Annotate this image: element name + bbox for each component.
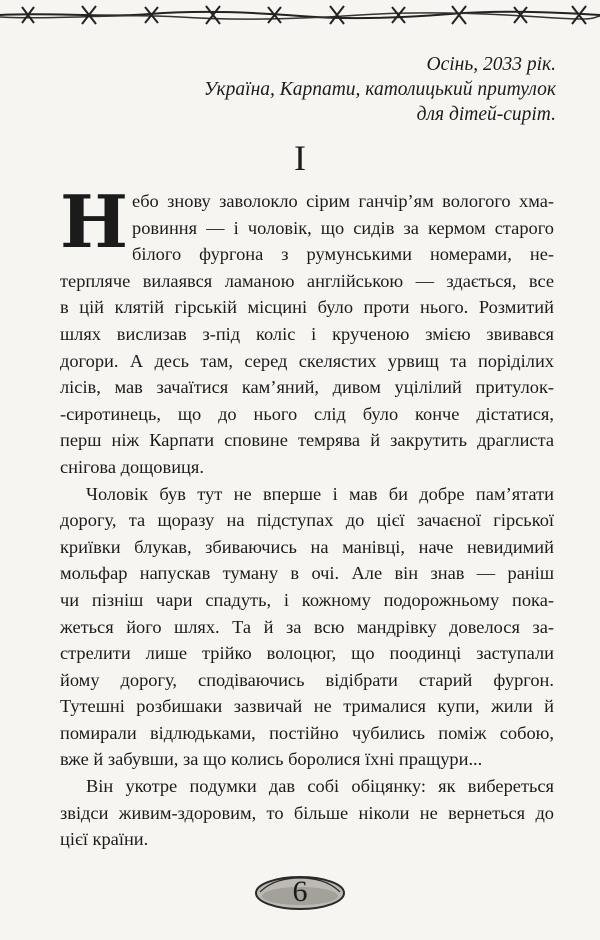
text-line: перш ніж Карпати сповине темрява й закрутить драглиста (60, 430, 554, 451)
text-line: жеться його шлях. Та й за всю мандрівку довелося за- (60, 616, 554, 637)
text-line: мольфар напускав туману в очі. Але він знав — раніш (60, 563, 554, 584)
text-line: -сиротинець, що до нього слід було конче дістатися, (60, 403, 554, 424)
text-line: Тутешні розбишаки зазвичай не трималися купи, жили й (60, 696, 554, 717)
epigraph-line: Україна, Карпати, католицький притулок (203, 79, 556, 100)
text-line: Він укотре подумки дав собі обіцянку: як вибереться (86, 776, 554, 797)
text-line: вже й забувши, за що колись боролися їхні пращури... (60, 749, 483, 770)
text-line: цієї країни. (60, 829, 149, 850)
text-line: ровиння — і чоловік, що сидів за кермом старого (132, 217, 554, 238)
text-line: в цій клятій гірській місцині було проти нього. Розмитий (60, 297, 554, 318)
paragraph-3 (60, 773, 554, 853)
text-line: стрелити лише трійко волоцюг, що поодинці заступали (60, 643, 554, 664)
chapter-number: I (294, 138, 306, 178)
text-line: дорогу, та щоразу на підступах до цієї зачаєної гірської (60, 510, 554, 531)
epigraph-line: Осінь, 2033 рік. (426, 54, 556, 75)
chapter-body (60, 179, 554, 853)
text-line: лісів, мав зачаїтися кам’яний, дивом уцілілий притулок- (60, 377, 554, 398)
text-line: ебо знову заволокло сірим ганчір’ям вологого хма- (132, 191, 554, 211)
page-number: 6 (292, 875, 308, 908)
text-line: криївки блукав, збиваючись на манівці, наче невидимий (60, 536, 554, 557)
epigraph-line: для дітей-сиріт. (416, 104, 556, 125)
text-line: Чоловік був тут не вперше і мав би добре пам’ятати (86, 483, 554, 504)
text-line: чи пізніш чари спадуть, і кожному подорожньому пока- (60, 589, 554, 610)
paragraph-1 (60, 179, 554, 481)
paragraph-2 (60, 481, 554, 774)
text-line: йому дорогу, сподіваючись відібрати старий фургон. (60, 669, 554, 690)
page-number-badge (254, 872, 346, 912)
text-line: снігова дощовиця. (60, 456, 204, 477)
text-line: шлях вислизав з-під коліс і крученою змією звивався (60, 323, 554, 344)
epigraph (96, 52, 556, 127)
drop-cap: Н (60, 179, 129, 264)
text-line: терпляче вилаявся ламаною англійською — здається, все (60, 270, 554, 291)
text-line: звідси живим-здоровим, то більше ніколи не вернеться до (60, 802, 554, 823)
text-line: білого фургона з румунськими номерами, не- (132, 244, 554, 265)
barbed-wire-header (0, 2, 600, 28)
text-line: догори. А десь там, серед скелястих урвищ та поріділих (60, 350, 554, 371)
text-line: помирали відлюдьками, постійно чубились поміж собою, (60, 722, 554, 743)
